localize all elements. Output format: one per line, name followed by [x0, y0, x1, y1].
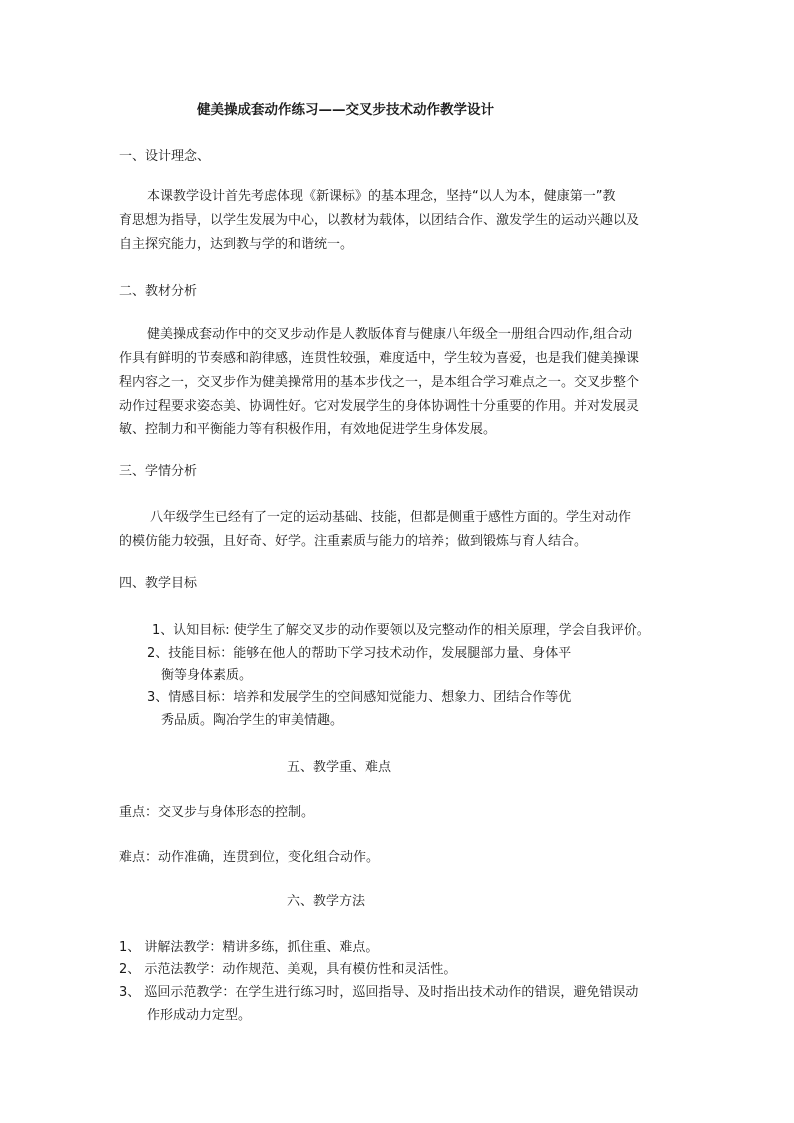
section-5-heading: 五、教学重、难点 — [287, 760, 392, 775]
section-6-heading: 六、教学方法 — [287, 894, 366, 909]
section-2-line-3: 程内容之一，交叉步作为健美操常用的基本步伐之一，是本组合学习难点之一。交叉步整个 — [119, 375, 640, 390]
method-3-cont: 作形成动力定型。 — [147, 1008, 252, 1023]
method-1: 1、 讲解法教学：精讲多练，抓住重、难点。 — [119, 940, 379, 955]
section-1-line-1: 本课教学设计首先考虑体现《新课标》的基本理念，坚持“以人为本，健康第一”教 — [147, 189, 616, 204]
section-2-line-1: 健美操成套动作中的交叉步动作是人教版体育与健康八年级全一册组合四动作,组合动 — [147, 327, 633, 342]
document-title: 健美操成套动作练习——交叉步技术动作教学设计 — [197, 102, 494, 118]
section-1-line-2: 育思想为指导，以学生发展为中心，以教材为载体，以团结合作、激发学生的运动兴趣以及 — [119, 213, 640, 228]
objective-2-cont: 衡等身体素质。 — [161, 668, 253, 683]
section-2-line-5: 敏、控制力和平衡能力等有积极作用，有效地促进学生身体发展。 — [119, 422, 497, 437]
section-2-heading: 二、教材分析 — [119, 284, 198, 299]
section-1-line-3: 自主探究能力，达到教与学的和谐统一。 — [119, 237, 354, 252]
section-3-heading: 三、学情分析 — [119, 464, 198, 479]
section-2-line-4: 动作过程要求姿态美、协调性好。它对发展学生的身体协调性十分重要的作用。并对发展灵 — [119, 399, 640, 414]
objective-3: 3、情感目标：培养和发展学生的空间感知觉能力、想象力、团结合作等优 — [147, 690, 572, 705]
section-3-line-1: 八年级学生已经有了一定的运动基础、技能，但都是侧重于感性方面的。学生对动作 — [150, 510, 632, 525]
method-2: 2、 示范法教学：动作规范、美观，具有模仿性和灵活性。 — [119, 962, 457, 977]
section-2-line-2: 作具有鲜明的节奏感和韵律感，连贯性较强，难度适中，学生较为喜爱，也是我们健美操课 — [119, 351, 640, 366]
section-4-heading: 四、教学目标 — [119, 576, 198, 591]
section-1-heading: 一、设计理念、 — [119, 149, 211, 164]
objective-1: 1、认知目标: 使学生了解交叉步的动作要领以及完整动作的相关原理，学会自我评价。 — [152, 623, 650, 638]
section-3-line-2: 的模仿能力较强，且好奇、好学。注重素质与能力的培养；做到锻炼与育人结合。 — [119, 534, 588, 549]
objective-2: 2、技能目标：能够在他人的帮助下学习技术动作，发展腿部力量、身体平 — [147, 646, 572, 661]
difficult-point: 难点：动作准确，连贯到位，变化组合动作。 — [119, 850, 380, 865]
method-3: 3、 巡回示范教学：在学生进行练习时，巡回指导、及时指出技术动作的错误，避免错误动 — [119, 985, 639, 1000]
objective-3-cont: 秀品质。陶冶学生的审美情趣。 — [161, 713, 344, 728]
key-point: 重点：交叉步与身体形态的控制。 — [119, 805, 315, 820]
